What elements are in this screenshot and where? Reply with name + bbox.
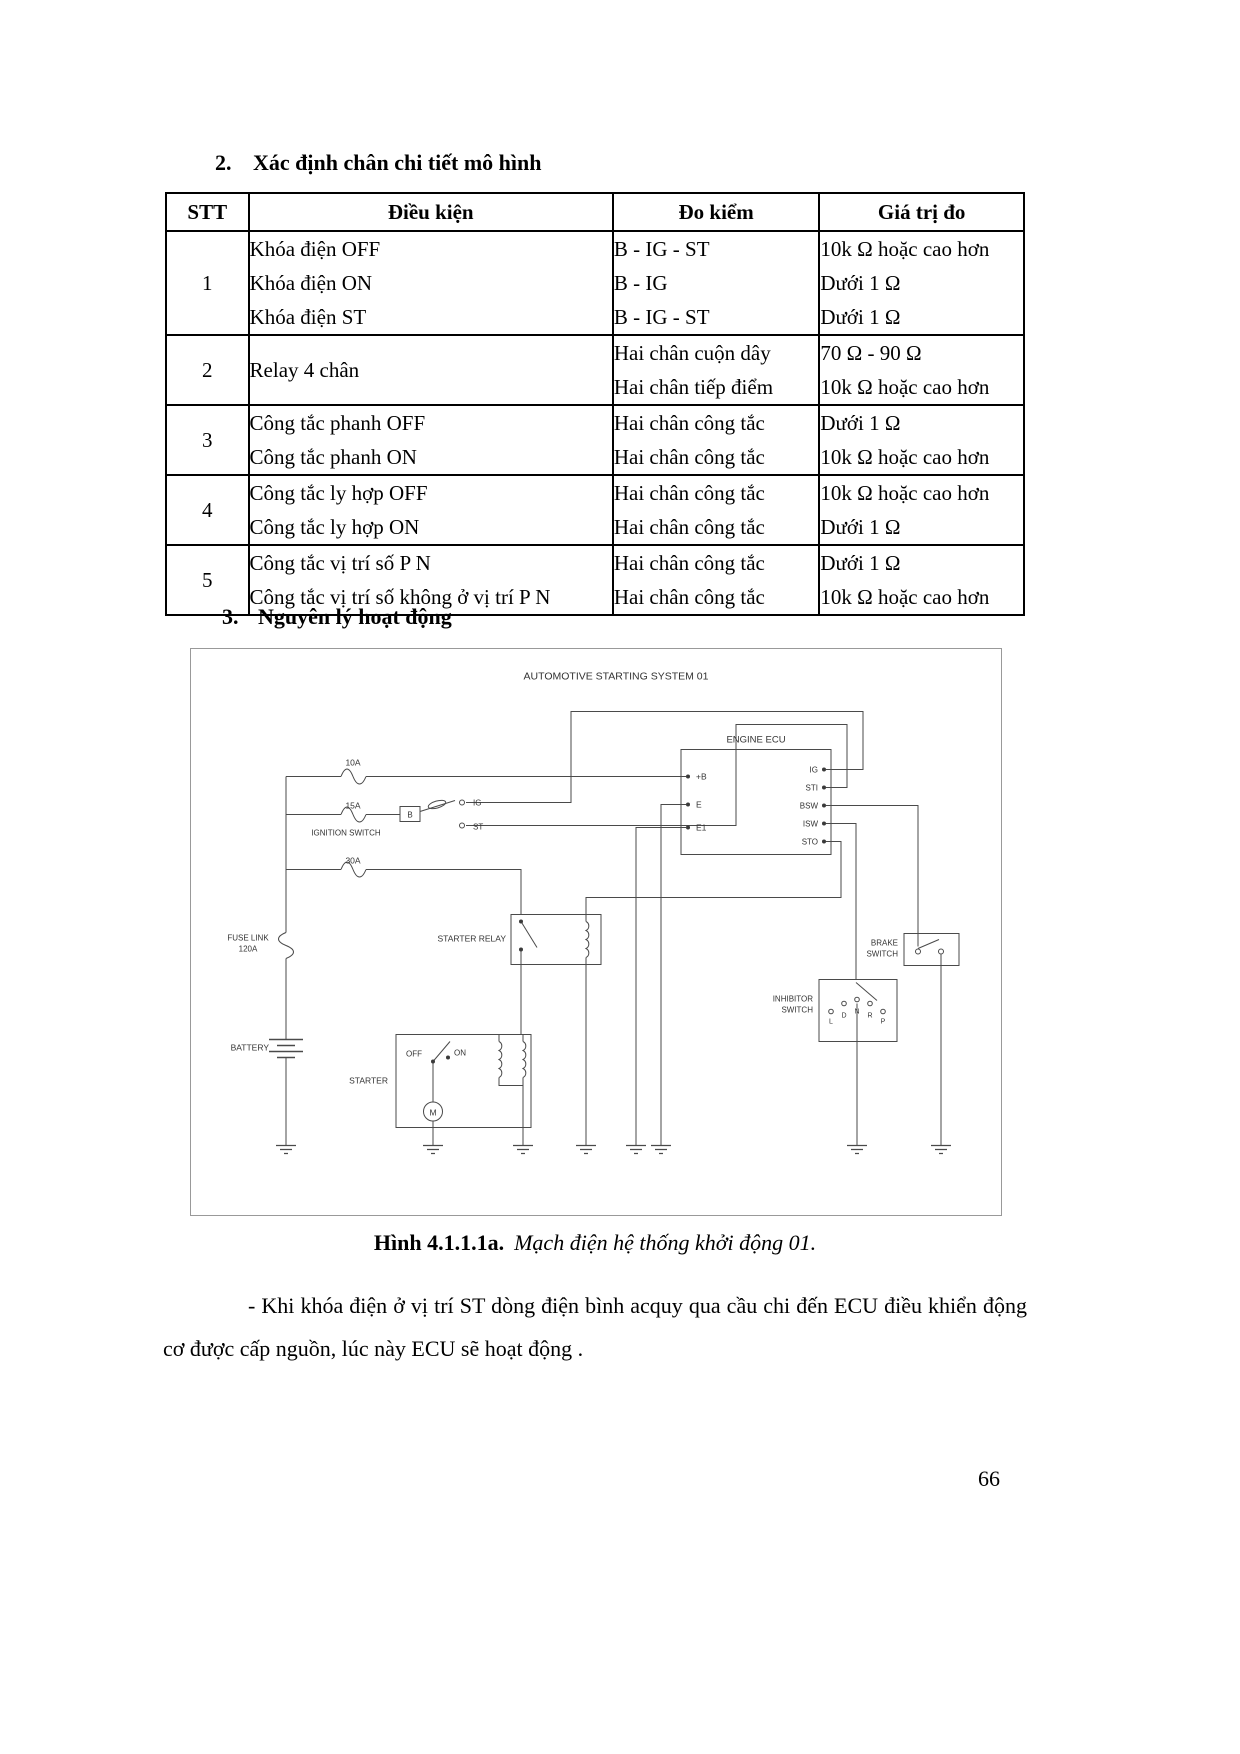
circuit-diagram	[190, 648, 1002, 1216]
wire	[586, 842, 841, 922]
wire	[499, 1078, 523, 1086]
pin-dot	[822, 786, 826, 790]
ground-symbol	[423, 1146, 443, 1154]
battery-symbol	[269, 1040, 303, 1058]
ignition-b-label: B	[407, 810, 413, 820]
dieukien-cell	[249, 231, 613, 335]
cell-line: Dưới 1 Ω	[820, 271, 901, 295]
motor-label: M	[429, 1107, 437, 1118]
cell-line: Hai chân công tắc	[613, 411, 765, 435]
pin-dot	[686, 826, 690, 830]
pin-dot	[822, 804, 826, 808]
section-heading-3	[222, 604, 452, 630]
inhibitor-d-label: D	[841, 1012, 847, 1020]
grounds	[276, 1146, 951, 1154]
dokiem-cell	[613, 545, 820, 615]
inhibitor-contact-r	[868, 1001, 873, 1006]
pin-dot	[822, 768, 826, 772]
fuse-link-rating-label: 120A	[238, 944, 258, 954]
circuit-svg	[191, 649, 1001, 1215]
ground-symbol	[847, 1146, 867, 1154]
stt-cell: 3	[166, 405, 249, 475]
ignition-ig-label: IG	[473, 798, 482, 808]
ecu-pin-bsw-label: BSW	[799, 801, 818, 811]
inhibitor-n-label: N	[854, 1008, 860, 1016]
inhibitor-r-label: R	[867, 1012, 873, 1020]
cell-line: Hai chân tiếp điểm	[613, 375, 774, 399]
stt-cell: 5	[166, 545, 249, 615]
section-3-title: Nguyên lý hoạt động	[258, 604, 452, 629]
giatri-cell	[819, 231, 1024, 335]
ecu-pin-isw-label: ISW	[802, 819, 818, 829]
cell-line: 10k Ω hoặc cao hơn	[820, 481, 990, 505]
cell-line: 10k Ω hoặc cao hơn	[820, 445, 990, 469]
stt-cell: 1	[166, 231, 249, 335]
dieukien-cell	[249, 475, 613, 545]
stt-cell: 2	[166, 335, 249, 405]
inhibitor-l-label: L	[829, 1018, 833, 1026]
section-2-number: 2.	[215, 150, 232, 175]
cell-line: Dưới 1 Ω	[820, 411, 901, 435]
cell-line: Hai chân công tắc	[613, 445, 765, 469]
cell-line: Dưới 1 Ω	[820, 305, 901, 329]
cell-line: Hai chân công tắc	[613, 515, 765, 539]
cell-line: Dưới 1 Ω	[820, 551, 901, 575]
relay-coil-symbol	[586, 922, 589, 958]
brake-switch-box	[904, 934, 959, 966]
cell-line: Công tắc ly hợp ON	[249, 515, 420, 539]
section-heading-2	[215, 150, 542, 176]
giatri-cell	[819, 335, 1024, 405]
pin-dot	[822, 840, 826, 844]
table-row	[166, 231, 1024, 335]
engine-ecu-label: ENGINE ECU	[726, 734, 786, 746]
cell-line: B - IG - ST	[613, 237, 710, 261]
ecu-pin-ig-label: IG	[809, 765, 818, 775]
starter-coil-symbol	[523, 1042, 526, 1078]
fuse-15a-label: 15A	[345, 800, 361, 811]
cell-line: Công tắc vị trí số không ở vị trí P N	[249, 585, 551, 609]
fuse-link-label: FUSE LINK	[227, 933, 269, 943]
inhibitor-switch-label-1: INHIBITOR	[772, 994, 813, 1004]
cell-line: 10k Ω hoặc cao hơn	[820, 375, 990, 399]
contact-dot	[431, 1060, 435, 1064]
cell-line: Công tắc phanh ON	[249, 445, 417, 469]
brake-contact	[939, 949, 944, 954]
stt-cell: 4	[166, 475, 249, 545]
inhibitor-contact-p	[881, 1009, 886, 1014]
cell-line: Công tắc phanh OFF	[249, 411, 426, 435]
dokiem-cell	[613, 405, 820, 475]
ignition-switch-label: IGNITION SWITCH	[311, 828, 381, 838]
relay-contact-arm	[521, 922, 537, 948]
cell-line: Khóa điện OFF	[249, 237, 381, 261]
col-header-dieukien: Điều kiện	[249, 193, 613, 231]
pin-dot	[686, 775, 690, 779]
contact-dot	[519, 948, 523, 952]
fuse-30a-label: 30A	[345, 855, 361, 866]
dokiem-cell	[613, 231, 820, 335]
inhibitor-contact-l	[829, 1009, 834, 1014]
brake-switch-label-1: BRAKE	[870, 938, 898, 948]
cell-line: Công tắc ly hợp OFF	[249, 481, 428, 505]
battery-label: BATTERY	[230, 1042, 269, 1053]
cell-line: Dưới 1 Ω	[820, 515, 901, 539]
starter-relay-label: STARTER RELAY	[437, 933, 506, 944]
ecu-pin-e-label: E	[696, 799, 702, 810]
body-paragraph: - Khi khóa điện ở vị trí ST dòng điện bình acquy qua cầu chi đến ECU điều khiển động cơ được cấp nguồn, lúc này ECU sẽ hoạt động .	[163, 1293, 1027, 1361]
dieukien-cell	[249, 335, 613, 405]
page-number: 66	[978, 1466, 1000, 1491]
wire	[826, 806, 918, 947]
section-3-number: 3.	[222, 604, 239, 629]
brake-switch-arm	[918, 940, 939, 949]
inhibitor-contact-d	[842, 1001, 847, 1006]
brake-switch-label-2: SWITCH	[866, 949, 898, 959]
contact-dot	[519, 920, 523, 924]
figure-caption-text: Mạch điện hệ thống khởi động 01.	[514, 1230, 817, 1255]
dieukien-cell	[249, 405, 613, 475]
cell-line: 10k Ω hoặc cao hơn	[820, 585, 990, 609]
cell-line: Hai chân công tắc	[613, 481, 765, 505]
ignition-st-label: ST	[473, 822, 484, 832]
contact-dot	[446, 1056, 450, 1060]
ecu-pin-sti-label: STI	[805, 783, 818, 793]
wire	[366, 870, 521, 915]
fuse-link-symbol	[279, 933, 294, 959]
section-2-title: Xác định chân chi tiết mô hình	[253, 150, 542, 175]
cell-line: Hai chân công tắc	[613, 585, 765, 609]
ecu-pin-b-label: +B	[696, 771, 707, 782]
diagram-title: AUTOMOTIVE STARTING SYSTEM 01	[523, 670, 709, 683]
starter-off-label: OFF	[406, 1049, 422, 1059]
pin-dot	[822, 822, 826, 826]
fuse-10a-symbol	[341, 769, 366, 784]
ecu-pin-sto-label: STO	[801, 837, 818, 847]
dokiem-cell	[613, 475, 820, 545]
table-row	[166, 405, 1024, 475]
ignition-ig-contact	[460, 800, 465, 805]
ground-symbol	[931, 1146, 951, 1154]
starter-on-label: ON	[454, 1048, 466, 1058]
starter-label: STARTER	[349, 1075, 388, 1086]
cell-line: Công tắc vị trí số P N	[249, 551, 431, 575]
giatri-cell	[819, 475, 1024, 545]
col-header-giatri: Giá trị đo	[819, 193, 1024, 231]
cell-line: B - IG	[613, 271, 668, 295]
table-row	[166, 335, 1024, 405]
wire	[661, 805, 686, 1146]
giatri-cell	[819, 545, 1024, 615]
inhibitor-p-label: P	[880, 1018, 886, 1026]
ecu-pin-e1-label: E1	[696, 822, 707, 833]
inhibitor-contact-n	[855, 997, 860, 1002]
table-header-row	[166, 193, 1024, 231]
ground-symbol	[276, 1146, 296, 1154]
ground-symbol	[651, 1146, 671, 1154]
cell-line: Khóa điện ON	[249, 271, 373, 295]
ground-symbol	[576, 1146, 596, 1154]
measurement-table	[165, 192, 1025, 616]
giatri-cell	[819, 405, 1024, 475]
fuse-10a-label: 10A	[345, 757, 361, 768]
ground-symbol	[513, 1146, 533, 1154]
ignition-switch-arm	[420, 801, 455, 812]
cell-line: 10k Ω hoặc cao hơn	[820, 237, 990, 261]
col-header-stt: STT	[166, 193, 249, 231]
cell-line: Hai chân công tắc	[613, 551, 765, 575]
pin-dot	[686, 803, 690, 807]
cell-line: Khóa điện ST	[249, 305, 367, 329]
wire	[466, 712, 863, 803]
inhibitor-switch-label-2: SWITCH	[781, 1005, 813, 1015]
figure-caption	[165, 1230, 1025, 1256]
dokiem-cell	[613, 335, 820, 405]
ground-symbol	[626, 1146, 646, 1154]
col-header-dokiem: Đo kiểm	[613, 193, 820, 231]
brake-contact	[916, 949, 921, 954]
cell-line: 70 Ω - 90 Ω	[820, 341, 922, 365]
cell-line: Relay 4 chân	[249, 358, 360, 382]
starter-coil-symbol	[499, 1042, 502, 1078]
pin-dots	[431, 765, 826, 1064]
cell-line: Hai chân cuộn dây	[613, 341, 771, 365]
cell-line: B - IG - ST	[613, 305, 710, 329]
figure-caption-label: Hình 4.1.1.1a.	[373, 1230, 505, 1255]
ignition-st-contact	[460, 823, 465, 828]
table-row	[166, 475, 1024, 545]
wire	[466, 725, 847, 826]
